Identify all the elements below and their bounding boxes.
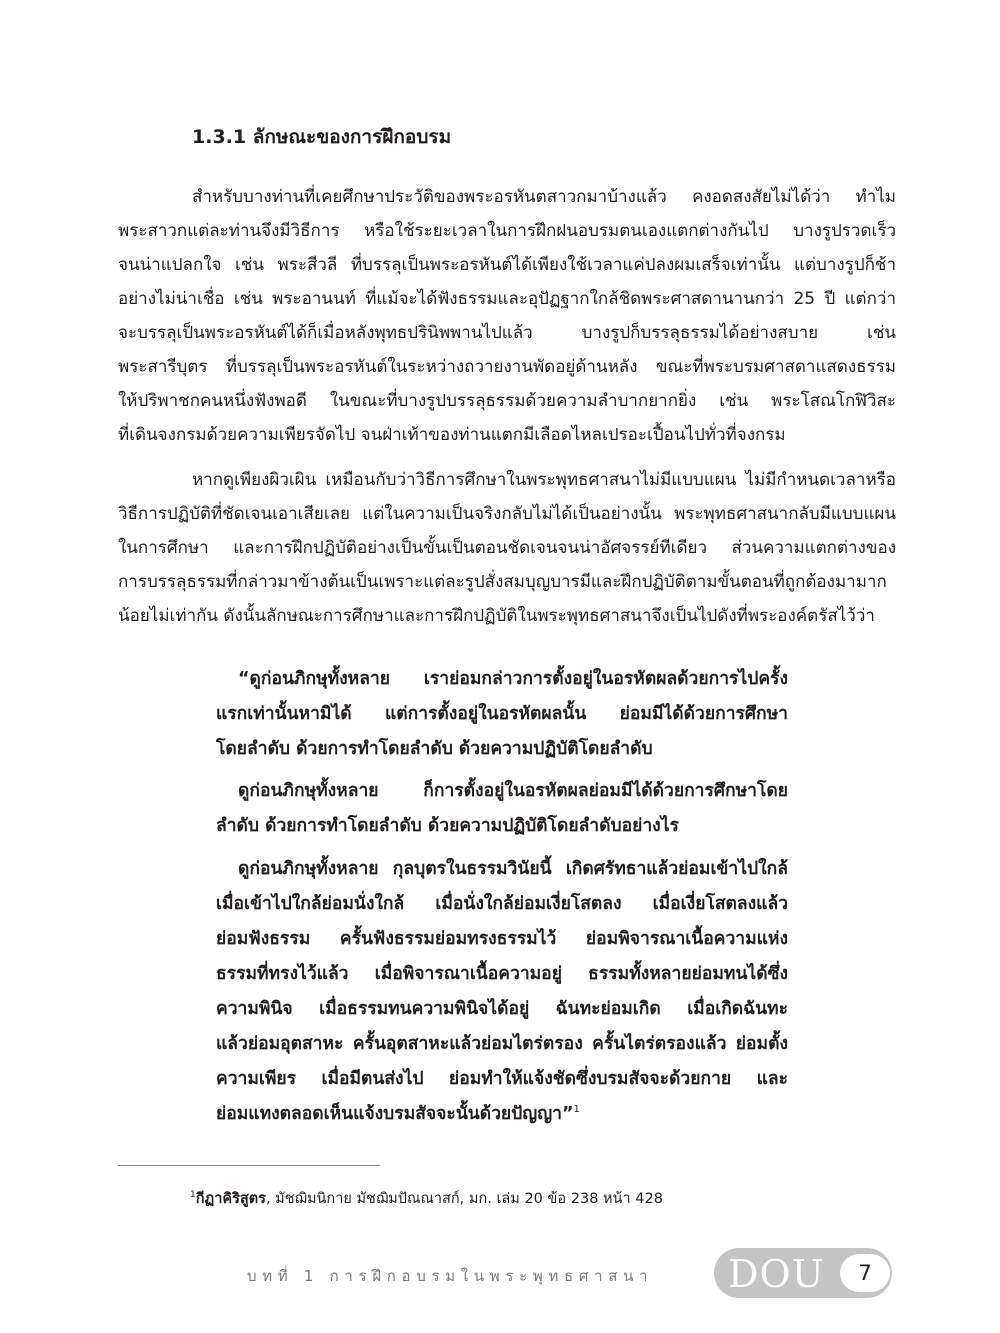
footnote-marker: 1 <box>190 1190 196 1201</box>
body-paragraph <box>118 180 896 452</box>
footnote-citation: , มัชฌิมนิกาย มัชฌิมปัณณาสก์, มก. เล่ม 20 ข้อ 238 หน้า 428 <box>265 1191 663 1207</box>
block-quote-paragraph <box>216 774 788 844</box>
page-number: 7 <box>840 1254 890 1292</box>
quote-line: แล้วย่อมอุตสาหะ ครั้นอุตสาหะแล้วย่อมไตร่ตรอง ครั้นไตร่ตรองแล้ว ย่อมตั้ง <box>216 1034 788 1054</box>
text-line: น้อยไม่เท่ากัน ดังนั้นลักษณะการศึกษาและการฝึกปฏิบัติในพระพุทธศาสนาจึงเป็นไปดังที่พระองค์ตรัสไว้ว่า <box>118 606 875 626</box>
quote-line: แรกเท่านั้นหามิได้ แต่การตั้งอยู่ในอรหัตผลนั้น ย่อมมีได้ด้วยการศึกษา <box>216 704 788 724</box>
quote-line: ความเพียร เมื่อมีตนส่งไป ย่อมทำให้แจ้งชัดซึ่งบรมสัจจะด้วยกาย และ <box>216 1069 788 1089</box>
text-line: วิธีการปฏิบัติที่ชัดเจนเอาเสียเลย แต่ในความเป็นจริงกลับไม่ได้เป็นอย่างนั้น พระพุทธศาสนากลับมีแบบแผน <box>118 504 896 524</box>
page-badge <box>714 1248 892 1298</box>
text-line: ที่เดินจงกรมด้วยความเพียรจัดไป จนฝ่าเท้าของท่านแตกมีเลือดไหลเปรอะเปื้อนไปทั่วที่จงกรม <box>118 425 786 445</box>
quote-line: ธรรมที่ทรงไว้แล้ว เมื่อพิจารณาเนื้อความอยู่ ธรรมทั้งหลายย่อมทนได้ซึ่ง <box>216 964 788 984</box>
text-line: หากดูเพียงผิวเผิน เหมือนกับว่าวิธีการศึกษาในพระพุทธศาสนาไม่มีแบบแผน ไม่มีกำหนดเวลาหรือ <box>192 470 896 490</box>
footnote-divider <box>118 1165 380 1166</box>
quote-line: ย่อมฟังธรรม ครั้นฟังธรรมย่อมทรงธรรมไว้ ย่อมพิจารณาเนื้อความแห่ง <box>216 929 788 949</box>
quote-line: ลำดับ ด้วยการทำโดยลำดับ ด้วยความปฏิบัติโดยลำดับอย่างไร <box>216 816 679 836</box>
text-line: ให้ปริพาชกคนหนึ่งฟังพอดี ในขณะที่บางรูปบรรลุธรรมด้วยความลำบากยากยิ่ง เช่น พระโสณโกฬิวิสะ <box>118 391 896 411</box>
text-line: จะบรรลุเป็นพระอรหันต์ได้ก็เมื่อหลังพุทธปรินิพพานไปแล้ว บางรูปก็บรรลุธรรมได้อย่างสบาย เช่น <box>118 323 896 343</box>
quote-line: ความพินิจ เมื่อธรรมทนความพินิจได้อยู่ ฉันทะย่อมเกิด เมื่อเกิดฉันทะ <box>216 999 788 1019</box>
quote-line: “ดูก่อนภิกษุทั้งหลาย เราย่อมกล่าวการตั้งอยู่ในอรหัตผลด้วยการไปครั้ง <box>238 669 788 689</box>
text-line: การบรรลุธรรมที่กล่าวมาข้างต้นเป็นเพราะแต่ละรูปสั่งสมบุญบารมีและฝึกปฏิบัติตามขั้นตอนที่ถูกต้องมามาก <box>118 572 887 592</box>
quote-line: ดูก่อนภิกษุทั้งหลาย กุลบุตรในธรรมวินัยนี้ เกิดศรัทธาแล้วย่อมเข้าไปใกล้ <box>238 859 788 879</box>
section-heading: 1.3.1 ลักษณะของการฝึกอบรม <box>192 126 452 148</box>
brand-logo-text: DOU <box>728 1252 825 1296</box>
quote-line: เมื่อเข้าไปใกล้ย่อมนั่งใกล้ เมื่อนั่งใกล้ย่อมเงี่ยโสตลง เมื่อเงี่ยโสตลงแล้ว <box>216 894 788 914</box>
text-line: สำหรับบางท่านที่เคยศึกษาประวัติของพระอรหันตสาวกมาบ้างแล้ว คงอดสงสัยไม่ได้ว่า ทำไม <box>192 187 896 207</box>
text-line: ในการศึกษา และการฝึกปฏิบัติอย่างเป็นขั้นเป็นตอนชัดเจนจนน่าอัศจรรย์ทีเดียว ส่วนความแตกต่างของ <box>118 538 896 558</box>
block-quote-paragraph <box>216 662 788 767</box>
footnote-source-title: กีฏาคิริสูตร <box>195 1191 266 1207</box>
text-line: พระสาวกแต่ละท่านจึงมีวิธีการ หรือใช้ระยะเวลาในการฝึกฝนอบรมตนเองแตกต่างกันไป บางรูปรวดเร็ว <box>118 221 896 241</box>
block-quote-paragraph <box>216 852 788 1132</box>
body-paragraph <box>118 463 896 633</box>
quote-line: โดยลำดับ ด้วยการทำโดยลำดับ ด้วยความปฏิบัติโดยลำดับ <box>216 739 653 759</box>
running-footer-title: บทที่ 1 การฝึกอบรมในพระพุทธศาสนา <box>247 1267 654 1285</box>
text-line: พระสารีบุตร ที่บรรลุเป็นพระอรหันต์ในระหว่างถวายงานพัดอยู่ด้านหลัง ขณะที่พระบรมศาสดาแสดงธรรม <box>118 357 896 377</box>
footnote-reference[interactable]: 1 <box>573 1104 580 1116</box>
text-line: จนน่าแปลกใจ เช่น พระสีวลี ที่บรรลุเป็นพระอรหันต์ได้เพียงใช้เวลาแค่ปลงผมเสร็จเท่านั้น แต่บางรูปก็ช้า <box>118 255 896 275</box>
quote-last-line-text: ย่อมแทงตลอดเห็นแจ้งบรมสัจจะนั้นด้วยปัญญา” <box>216 1104 574 1124</box>
footnote <box>190 1188 663 1210</box>
quote-line: ดูก่อนภิกษุทั้งหลาย ก็การตั้งอยู่ในอรหัตผลย่อมมีได้ด้วยการศึกษาโดย <box>238 781 788 801</box>
text-line: อย่างไม่น่าเชื่อ เช่น พระอานนท์ ที่แม้จะได้ฟังธรรมและอุปัฏฐากใกล้ชิดพระศาสดานานกว่า 25 ปี แต่กว่า <box>118 289 896 309</box>
quote-line <box>216 1097 788 1132</box>
